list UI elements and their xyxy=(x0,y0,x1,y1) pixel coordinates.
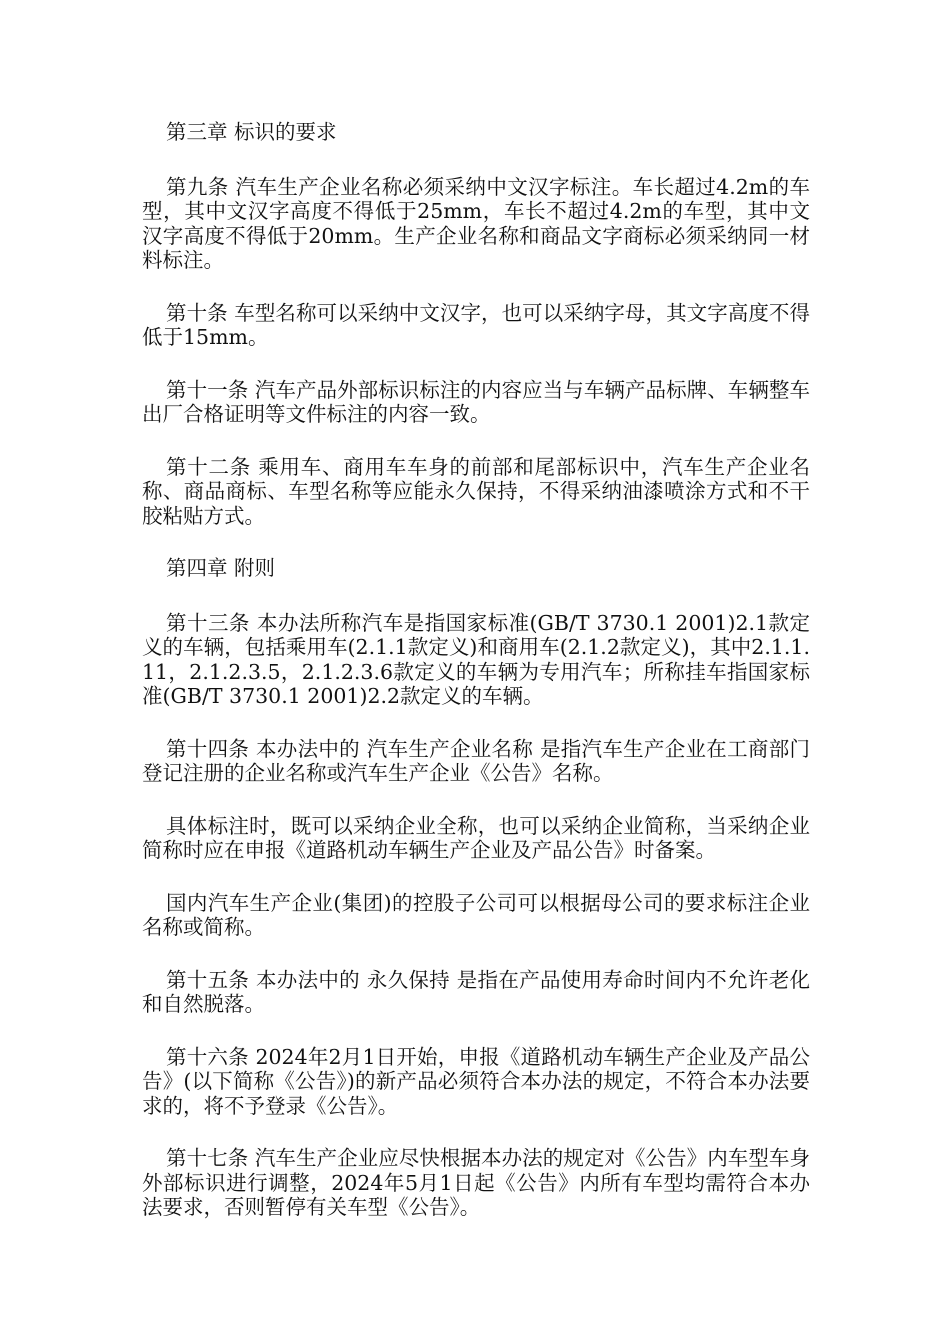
chapter-heading-4: 第四章 附则 xyxy=(166,556,276,580)
chapter-heading-3: 第三章 标识的要求 xyxy=(166,120,337,144)
article-14: 第十四条 本办法中的 汽车生产企业名称 是指汽车生产企业在工商部门登记注册的企业名称或汽车生产企业《公告》名称。 xyxy=(142,736,810,785)
article-17: 第十七条 汽车生产企业应尽快根据本办法的规定对《公告》内车型车身外部标识进行调整，2024年5月1日起《公告》内所有车型均需符合本办法要求，否则暂停有关车型《公告》。 xyxy=(142,1146,810,1219)
article-12: 第十二条 乘用车、商用车车身的前部和尾部标识中，汽车生产企业名称、商品商标、车型名称等应能永久保持，不得采纳油漆喷涂方式和不干胶粘贴方式。 xyxy=(142,454,810,528)
article-14-note-1: 具体标注时，既可以采纳企业全称，也可以采纳企业简称，当采纳企业简称时应在申报《道路机动车辆生产企业及产品公告》时备案。 xyxy=(142,813,810,862)
article-9: 第九条 汽车生产企业名称必须采纳中文汉字标注。车长超过4.2m的车型，其中文汉字高度不得低于25mm，车长不超过4.2m的车型，其中文汉字高度不得低于20mm。生产企业名称和商品文字商标必须采纳同一材料标注。 xyxy=(142,174,810,272)
article-11: 第十一条 汽车产品外部标识标注的内容应当与车辆产品标牌、车辆整车出厂合格证明等文件标注的内容一致。 xyxy=(142,377,810,426)
article-16: 第十六条 2024年2月1日开始，申报《道路机动车辆生产企业及产品公告》(以下简称《公告》)的新产品必须符合本办法的规定，不符合本办法要求的，将不予登录《公告》。 xyxy=(142,1044,810,1118)
article-15: 第十五条 本办法中的 永久保持 是指在产品使用寿命时间内不允许老化和自然脱落。 xyxy=(142,967,810,1016)
article-13: 第十三条 本办法所称汽车是指国家标准(GB/T 3730.1 2001)2.1款定义的车辆，包括乘用车(2.1.1款定义)和商用车(2.1.2款定义)，其中2.1.1.11，2.1.2.3.5，2.1.2.3.6款定义的车辆为专用汽车；所称挂车指国家标准(GB/T 3730.1 2001)2.2款定义的车辆。 xyxy=(142,610,810,708)
article-14-note-2: 国内汽车生产企业(集团)的控股子公司可以根据母公司的要求标注企业名称或简称。 xyxy=(142,890,810,939)
article-10: 第十条 车型名称可以采纳中文汉字，也可以采纳字母，其文字高度不得低于15mm。 xyxy=(142,300,810,349)
document-body xyxy=(142,120,810,1248)
